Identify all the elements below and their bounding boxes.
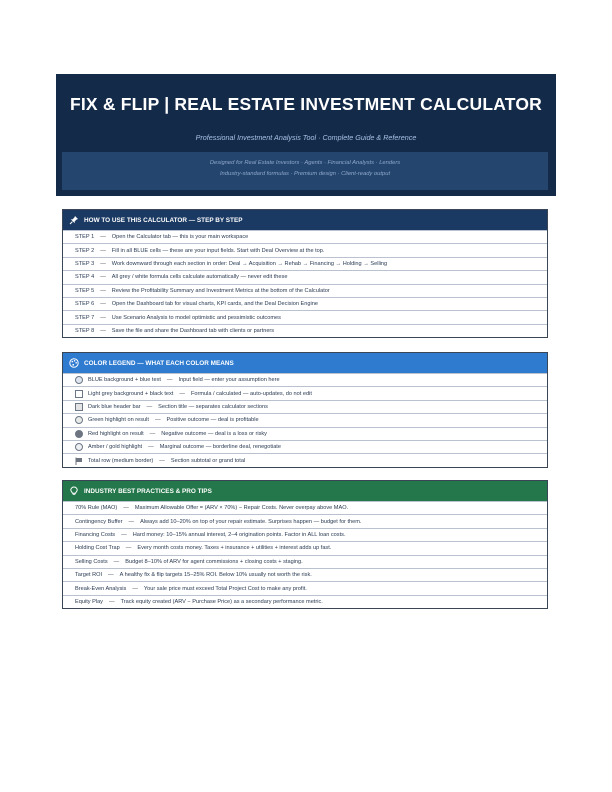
separator: — [100,301,106,308]
step-label: STEP 2 [75,247,95,254]
legend-name: Amber / gold highlight [88,444,143,451]
separator: — [113,558,120,565]
step-row [63,310,547,323]
step-label: STEP 6 [75,301,95,308]
legend-row [63,413,547,426]
legend-desc: Formula / calculated — auto-updates, do not edit [190,390,312,397]
separator: — [100,274,106,281]
step-row [63,284,547,297]
tip-name: Financing Costs [75,531,116,538]
how-to-header [63,210,547,230]
separator: — [100,260,106,267]
step-text: All grey / white formula cells calculate automatically — never edit these [111,274,288,281]
step-label: STEP 4 [75,274,95,281]
legend-header [63,353,547,373]
separator: — [100,234,106,241]
legend-section [62,352,548,468]
tip-text: Always add 10–20% on top of your repair estimate. Surprises happen — budget for them. [140,518,362,525]
separator: — [100,314,106,321]
page-subtitle: Professional Investment Analysis Tool · Complete Guide & Reference [195,133,417,142]
legend-row [63,373,547,386]
separator: — [108,598,115,605]
separator: — [154,417,161,424]
separator: — [146,403,153,410]
separator: — [149,430,156,437]
color-swatch [75,376,83,384]
legend-desc: Marginal outcome — borderline deal, renegotiate [159,444,281,451]
step-row [63,243,547,256]
tip-row [63,528,547,541]
color-swatch [75,403,83,411]
audience-band [62,152,548,190]
step-label: STEP 1 [75,234,95,241]
legend-name: Total row (medium border) [88,457,154,464]
tip-name: Target ROI [75,572,103,579]
tip-name: Equity Play [75,598,103,605]
tips-header [63,481,547,501]
tip-text: Every month costs money. Taxes + insurance + utilities + interest adds up fast. [137,545,332,552]
separator: — [166,377,173,384]
step-row [63,257,547,270]
legend-row [63,440,547,453]
tip-name: Break-Even Analysis [75,585,127,592]
step-label: STEP 7 [75,314,95,321]
tip-row [63,501,547,514]
tip-row [63,541,547,554]
separator: — [108,572,114,579]
step-label: STEP 5 [75,287,95,294]
tip-name: 70% Rule (MAO) [75,505,118,512]
step-label: STEP 3 [75,260,95,267]
tip-text: A healthy fix & flip targets 15–25% ROI. Below 10% usually not worth the risk. [119,572,312,579]
separator: — [148,444,154,451]
separator: — [159,457,165,464]
tip-text: Your sale price must exceed Total Project Cost to make any profit. [143,585,307,592]
color-swatch [75,430,83,438]
features-line: Industry-standard formulas · Premium design · Client-ready output [219,171,391,177]
step-text: Open the Dashboard tab for visual charts, KPI cards, and the Deal Decision Engine [111,301,318,308]
separator: — [100,247,106,254]
step-text: Open the Calculator tab — this is your main workspace [111,234,249,241]
legend-row [63,386,547,399]
separator: — [132,585,138,592]
separator: — [125,545,132,552]
tip-name: Contingency Buffer [75,518,123,525]
legend-row [63,427,547,440]
color-swatch [75,390,83,398]
how-to-heading: HOW TO USE THIS CALCULATOR — STEP BY STEP [84,216,243,224]
step-text: Review the Profitability Summary and Investment Metrics at the bottom of the Calculator [111,287,330,294]
tip-row [63,514,547,527]
separator: — [100,327,106,334]
title-banner [56,74,556,196]
legend-row [63,400,547,413]
tip-row [63,581,547,594]
step-text: Use Scenario Analysis to model optimistic and pessimistic outcomes [111,314,281,321]
tip-name: Holding Cost Trap [75,545,120,552]
tips-heading: INDUSTRY BEST PRACTICES & PRO TIPS [84,487,212,495]
legend-desc: Input field — enter your assumption here [178,377,280,384]
lightbulb-icon [69,486,79,496]
legend-desc: Negative outcome — deal is a loss or risky [161,430,267,437]
separator: — [121,531,127,538]
tip-name: Selling Costs [75,558,108,565]
palette-icon [69,358,79,368]
separator: — [123,505,129,512]
page-title: FIX & FLIP | REAL ESTATE INVESTMENT CALCULATOR [69,94,543,114]
legend-name: Light grey background + black text [88,390,174,397]
separator: — [100,287,106,294]
legend-name: Red highlight on result [88,430,144,437]
step-row [63,270,547,283]
legend-desc: Section subtotal or grand total [170,457,246,464]
step-row [63,230,547,243]
tip-text: Hard money: 10–15% annual interest, 2–4 origination points. Factor in ALL loan costs. [132,531,346,538]
legend-row [63,453,547,466]
step-text: Work downward through each section in order: Deal → Acquisition → Rehab → Financing → Holding → Selling [111,260,388,267]
tip-text: Budget 8–10% of ARV for agent commissions + closing costs + staging. [125,558,303,565]
legend-desc: Section title — separates calculator sections [158,403,268,410]
pin-icon [69,215,79,225]
step-label: STEP 8 [75,327,95,334]
legend-name: BLUE background + blue text [88,377,161,384]
tip-row [63,568,547,581]
legend-heading: COLOR LEGEND — WHAT EACH COLOR MEANS [84,359,234,367]
audience-line: Designed for Real Estate Investors · Agents · Financial Analysts · Lenders [209,160,401,166]
color-swatch [75,443,83,451]
step-text: Fill in all BLUE cells — these are your input fields. Start with Deal Overview at the top. [111,247,325,254]
tip-text: Track equity created (ARV − Purchase Price) as a secondary performance metric. [120,598,323,605]
how-to-section [62,209,548,338]
legend-name: Green highlight on result [88,417,149,424]
legend-name: Dark blue header bar [88,403,141,410]
tip-text: Maximum Allowable Offer = (ARV × 70%) − Repair Costs. Never overpay above MAO. [134,505,349,512]
color-swatch [75,457,83,465]
tips-section [62,480,548,609]
separator: — [179,390,185,397]
step-text: Save the file and share the Dashboard tab with clients or partners [111,327,275,334]
separator: — [128,518,135,525]
color-swatch [75,416,83,424]
legend-desc: Positive outcome — deal is profitable [166,417,259,424]
step-row [63,297,547,310]
tip-row [63,555,547,568]
step-row [63,324,547,337]
tip-row [63,595,547,608]
